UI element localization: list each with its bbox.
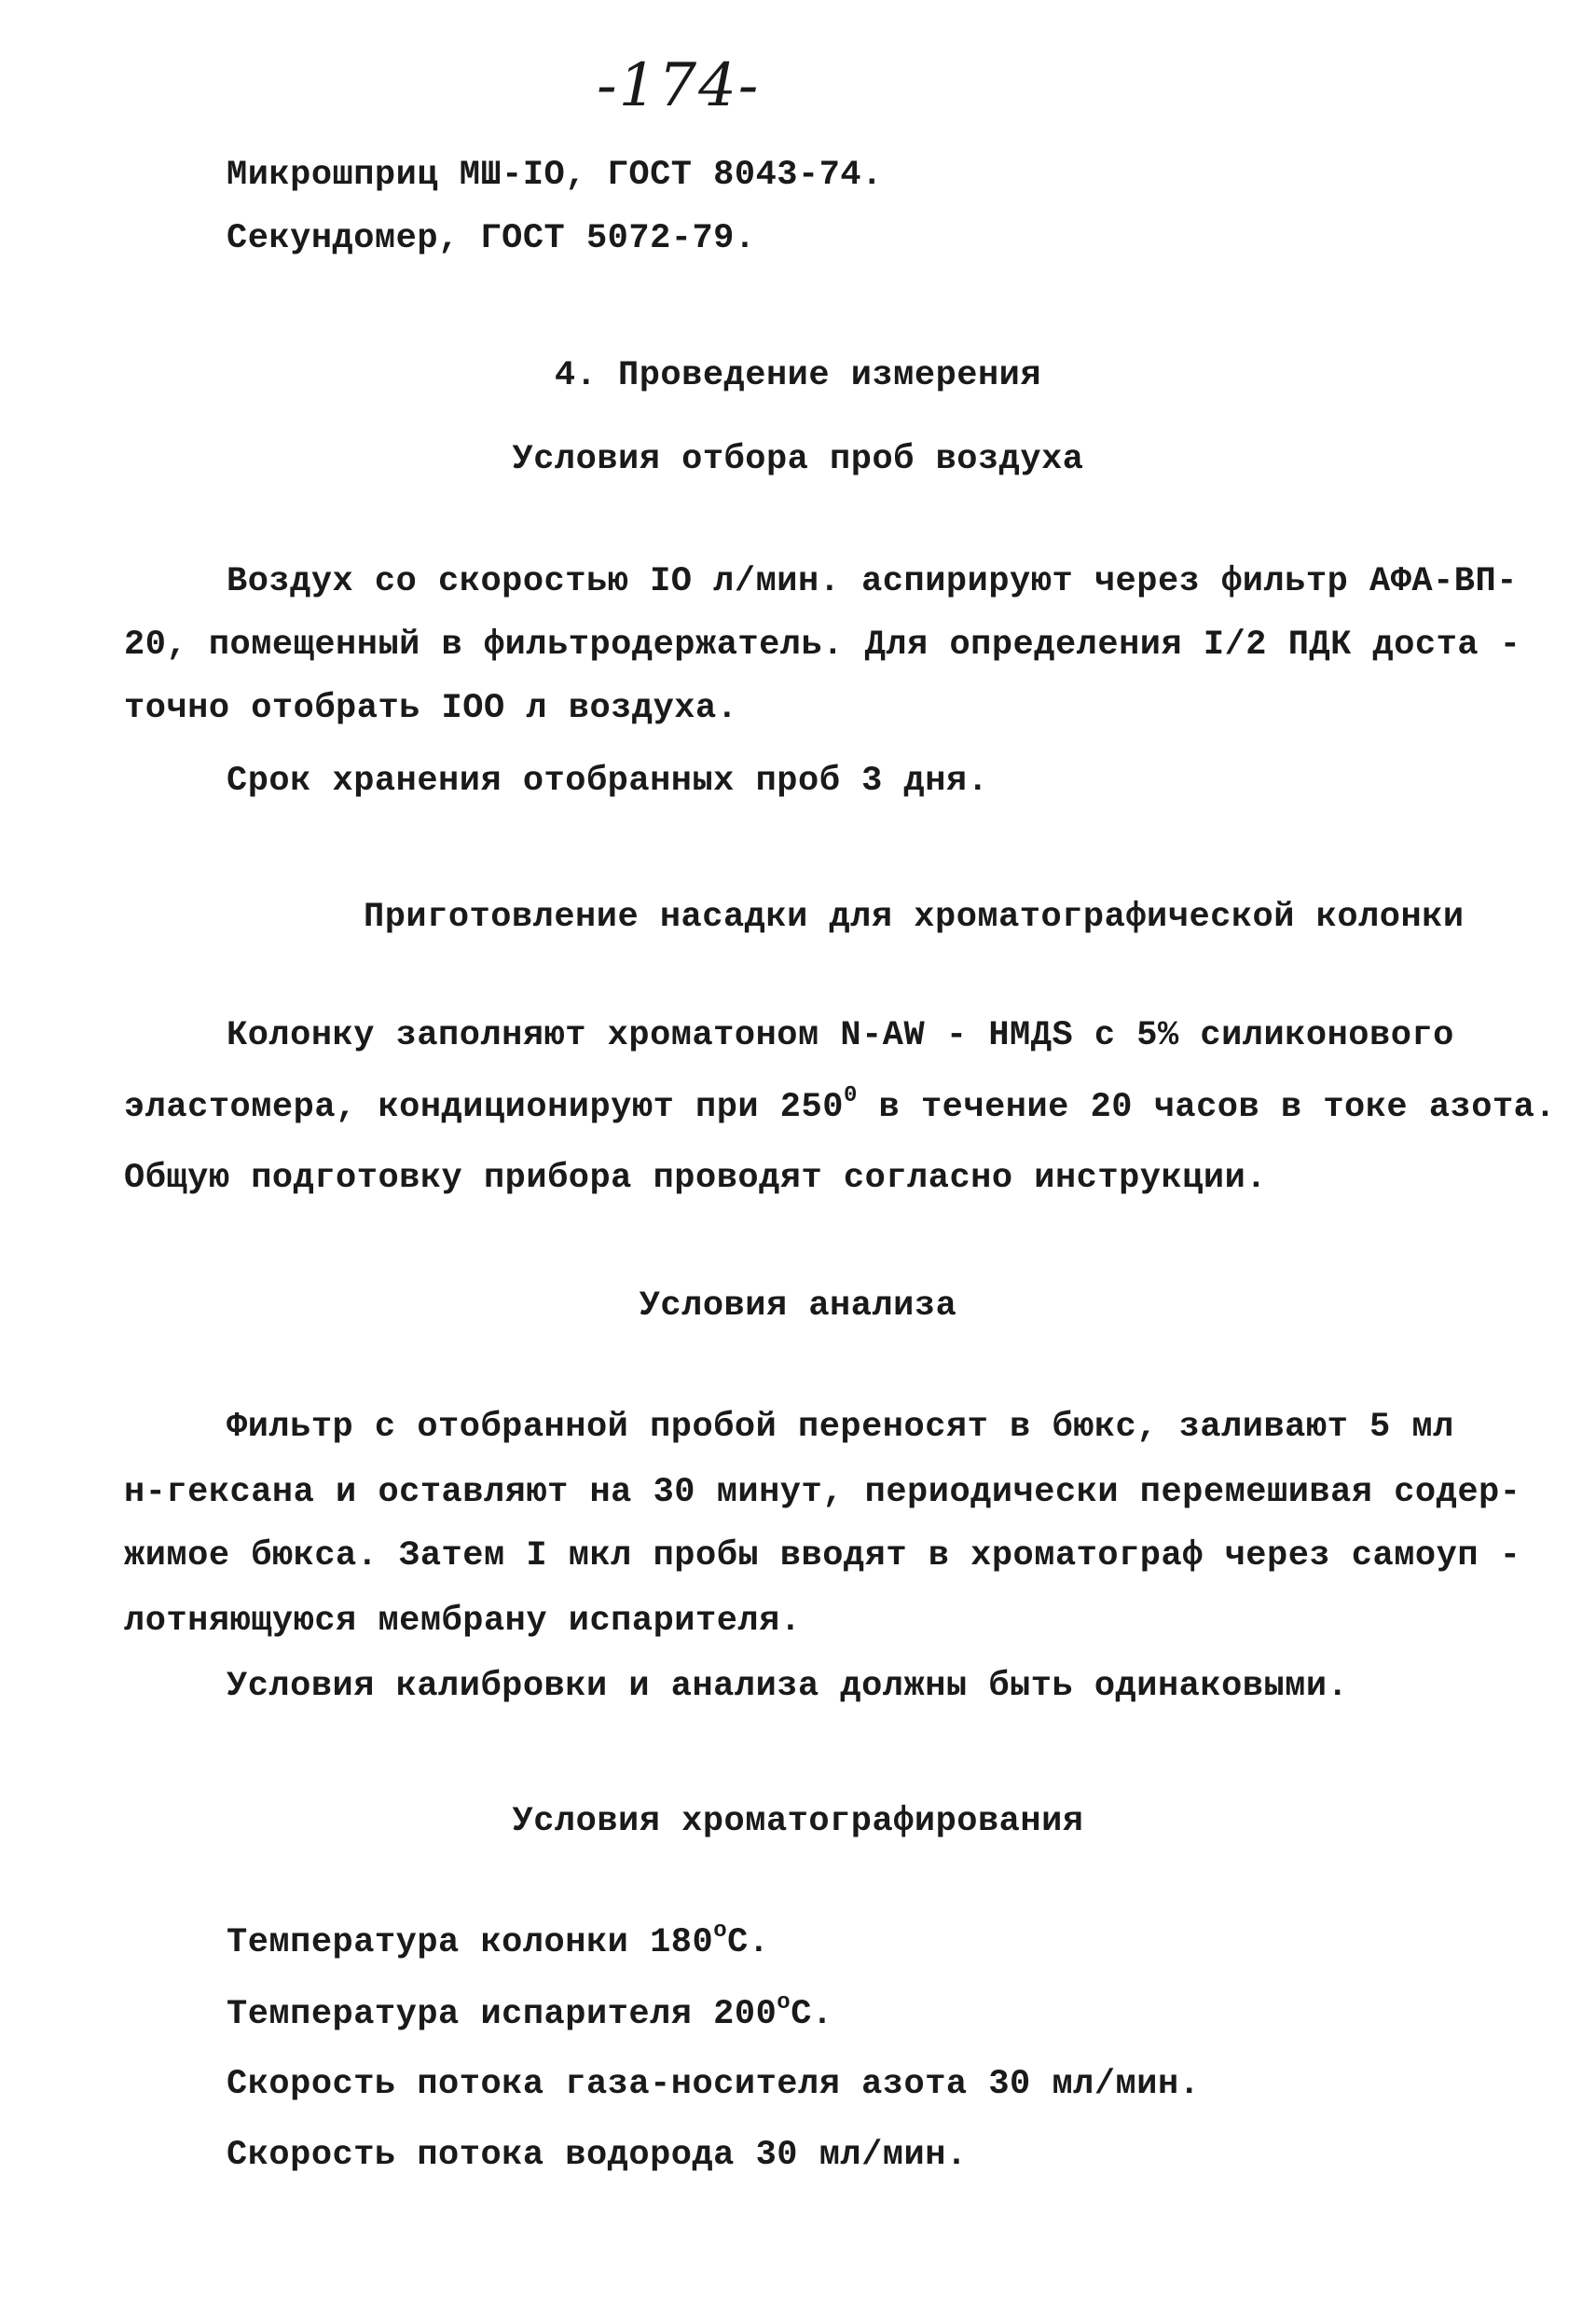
column-temperature (227, 1920, 770, 1965)
hydrogen-flow: Скорость потока водорода 30 мл/мин. (227, 2136, 968, 2175)
analysis-line-1: Фильтр с отобранной пробой переносят в бюкс, заливают 5 мл (227, 1408, 1454, 1447)
packing-line-2 (124, 1085, 1556, 1130)
degree-sup: o (713, 1919, 728, 1944)
evaporator-temperature (227, 1992, 833, 2037)
analysis-line-3: жимое бюкса. Затем I мкл пробы вводят в хроматограф через самоуп - (124, 1536, 1521, 1575)
packing-line-3: Общую подготовку прибора проводят согласно инструкции. (124, 1159, 1267, 1198)
degree-sup: o (777, 1990, 791, 2015)
analysis-line-2: н-гексана и оставляют на 30 минут, периодически перемешивая содер- (124, 1473, 1521, 1512)
column-temperature-pre: Температура колонки 180 (227, 1923, 714, 1962)
equipment-line-1: Микрошприц МШ-IO, ГОСТ 8043-74. (227, 156, 883, 195)
packing-line-2-post: в течение 20 часов в токе азота. (857, 1088, 1557, 1127)
sampling-line-4: Срок хранения отобранных проб 3 дня. (227, 762, 989, 801)
sampling-line-1: Воздух со скоростью IO л/мин. аспирируют через фильтр АФА-ВП- (227, 562, 1518, 601)
degree-sup: 0 (843, 1083, 858, 1108)
section-heading: 4. Проведение измерения (554, 356, 1042, 395)
packing-heading: Приготовление насадки для хроматографической колонки (364, 898, 1465, 937)
sampling-heading: Условия отбора проб воздуха (512, 440, 1084, 479)
packing-line-1: Колонку заполняют хроматоном N-AW - НМДS с 5% силиконового (227, 1016, 1454, 1055)
column-temperature-post: С. (727, 1923, 770, 1962)
analysis-line-5: Условия калибровки и анализа должны быть одинаковыми. (227, 1667, 1349, 1706)
carrier-gas-flow: Скорость потока газа-носителя азота 30 мл/мин. (227, 2065, 1201, 2104)
equipment-line-2: Секундомер, ГОСТ 5072-79. (227, 219, 756, 258)
evaporator-temperature-post: С. (791, 1995, 833, 2034)
sampling-line-2: 20, помещенный в фильтродержатель. Для определения I/2 ПДК доста - (124, 626, 1521, 665)
analysis-line-4: лотняющуюся мембрану испарителя. (124, 1602, 802, 1641)
analysis-heading: Условия анализа (639, 1286, 957, 1326)
packing-line-2-pre: эластомера, кондиционируют при 250 (124, 1088, 844, 1127)
sampling-line-3: точно отобрать IOO л воздуха. (124, 689, 738, 728)
evaporator-temperature-pre: Температура испарителя 200 (227, 1995, 777, 2034)
page-number: -174- (597, 51, 761, 120)
chromatography-heading: Условия хроматографирования (512, 1802, 1084, 1841)
